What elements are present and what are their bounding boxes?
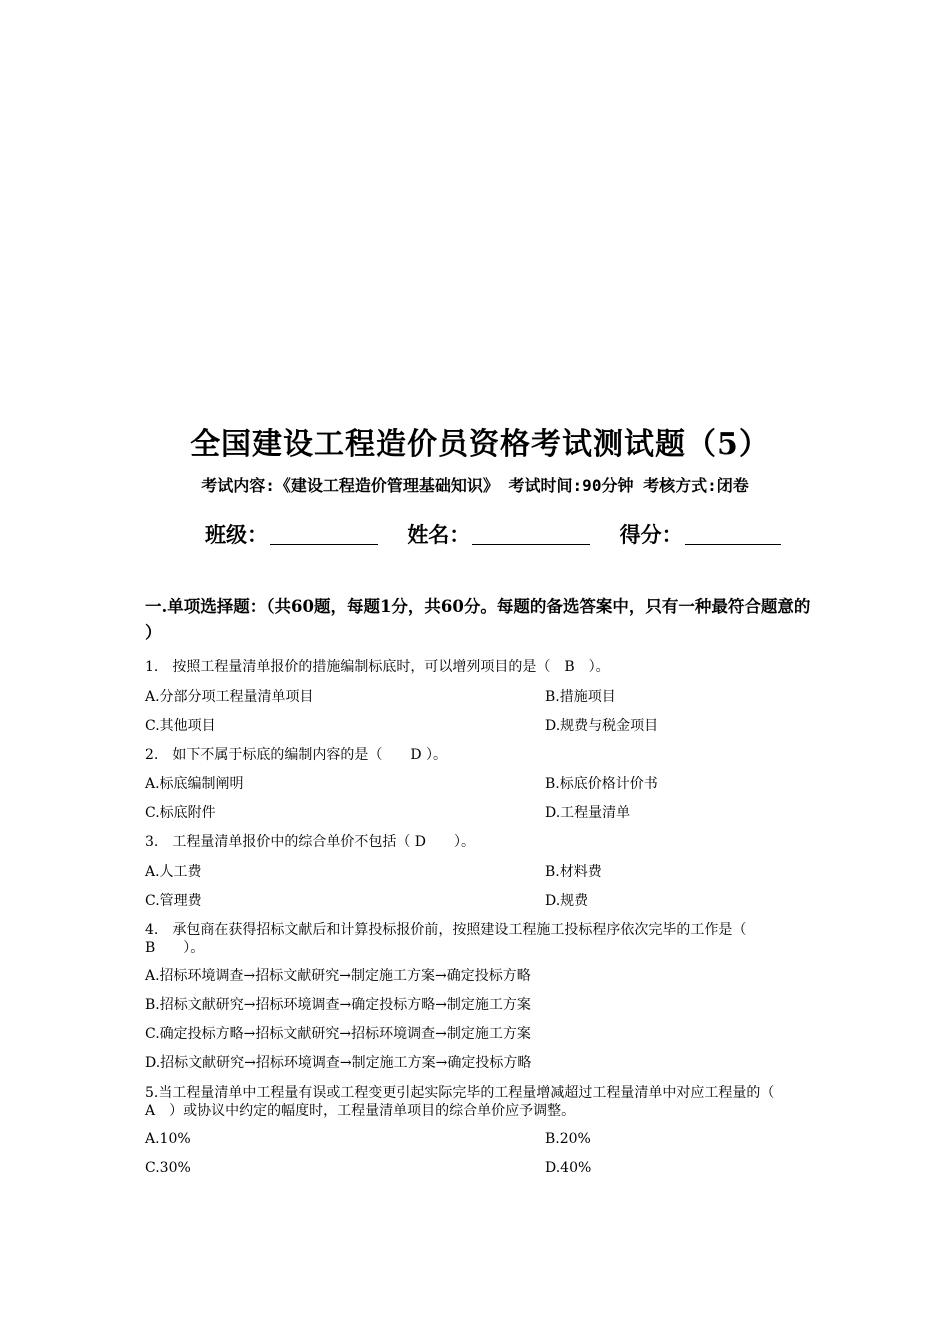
class-label: 班级： (205, 523, 268, 547)
question-3: 3. 工程量清单报价中的综合单价不包括（ D ）。 (145, 834, 476, 850)
name-blank (472, 524, 590, 545)
question-2-option-b: B.标底价格计价书 (545, 776, 658, 792)
page-title: 全国建设工程造价员资格考试测试题（5） (190, 427, 770, 462)
question-2-option-a: A.标底编制阐明 (145, 776, 244, 792)
question-1: 1. 按照工程量清单报价的措施编制标底时，可以增列项目的是（ B ）。 (145, 659, 610, 675)
question-1-option-b: B.措施项目 (545, 689, 616, 705)
section-heading: 一.单项选择题：（共60题，每题1分，共60分。每题的备选答案中，只有一种最符合题意的 ） (145, 597, 811, 642)
question-4-option-a: A.招标环境调查→招标文献研究→制定施工方案→确定投标方略 (145, 968, 531, 984)
class-blank (270, 524, 378, 545)
question-4-option-b: B.招标文献研究→招标环境调查→确定投标方略→制定施工方案 (145, 997, 531, 1013)
student-info-fields (205, 520, 805, 550)
score-label: 得分： (619, 523, 683, 547)
question-5-option-c: C.30% (145, 1160, 191, 1176)
question-5-option-d: D.40% (545, 1160, 592, 1176)
question-3-option-a: A.人工费 (145, 864, 202, 880)
question-2-option-c: C.标底附件 (145, 805, 216, 821)
question-5: 5.当工程量清单中工程量有误或工程变更引起实际完毕的工程量增减超过工程量清单中对应工程量的（ A ）或协议中约定的幅度时，工程量清单项目的综合单价应予调整。 (145, 1085, 789, 1119)
question-3-option-b: B.材料费 (545, 864, 602, 880)
question-1-option-c: C.其他项目 (145, 718, 216, 734)
name-label: 姓名： (407, 523, 471, 547)
question-2: 2. 如下不属于标底的编制内容的是（ D ）。 (145, 747, 448, 763)
question-2-option-d: D.工程量清单 (545, 805, 631, 821)
question-3-option-d: D.规费 (545, 893, 589, 909)
question-5-option-a: A.10% (145, 1131, 191, 1147)
question-1-option-a: A.分部分项工程量清单项目 (145, 689, 314, 705)
question-4: 4. 承包商在获得招标文献后和计算投标报价前，按照建设工程施工投标程序依次完毕的工作是（ B ）。 (145, 922, 761, 956)
question-3-option-c: C.管理费 (145, 893, 202, 909)
question-5-option-b: B.20% (545, 1131, 591, 1147)
question-4-option-d: D.招标文献研究→招标环境调查→制定施工方案→确定投标方略 (145, 1055, 532, 1071)
exam-info: 考试内容:《建设工程造价管理基础知识》 考试时间:90分钟 考核方式:闭卷 (201, 476, 749, 495)
question-4-option-c: C.确定投标方略→招标文献研究→招标环境调查→制定施工方案 (145, 1026, 531, 1042)
question-1-option-d: D.规费与税金项目 (545, 718, 659, 734)
score-blank (685, 524, 781, 545)
